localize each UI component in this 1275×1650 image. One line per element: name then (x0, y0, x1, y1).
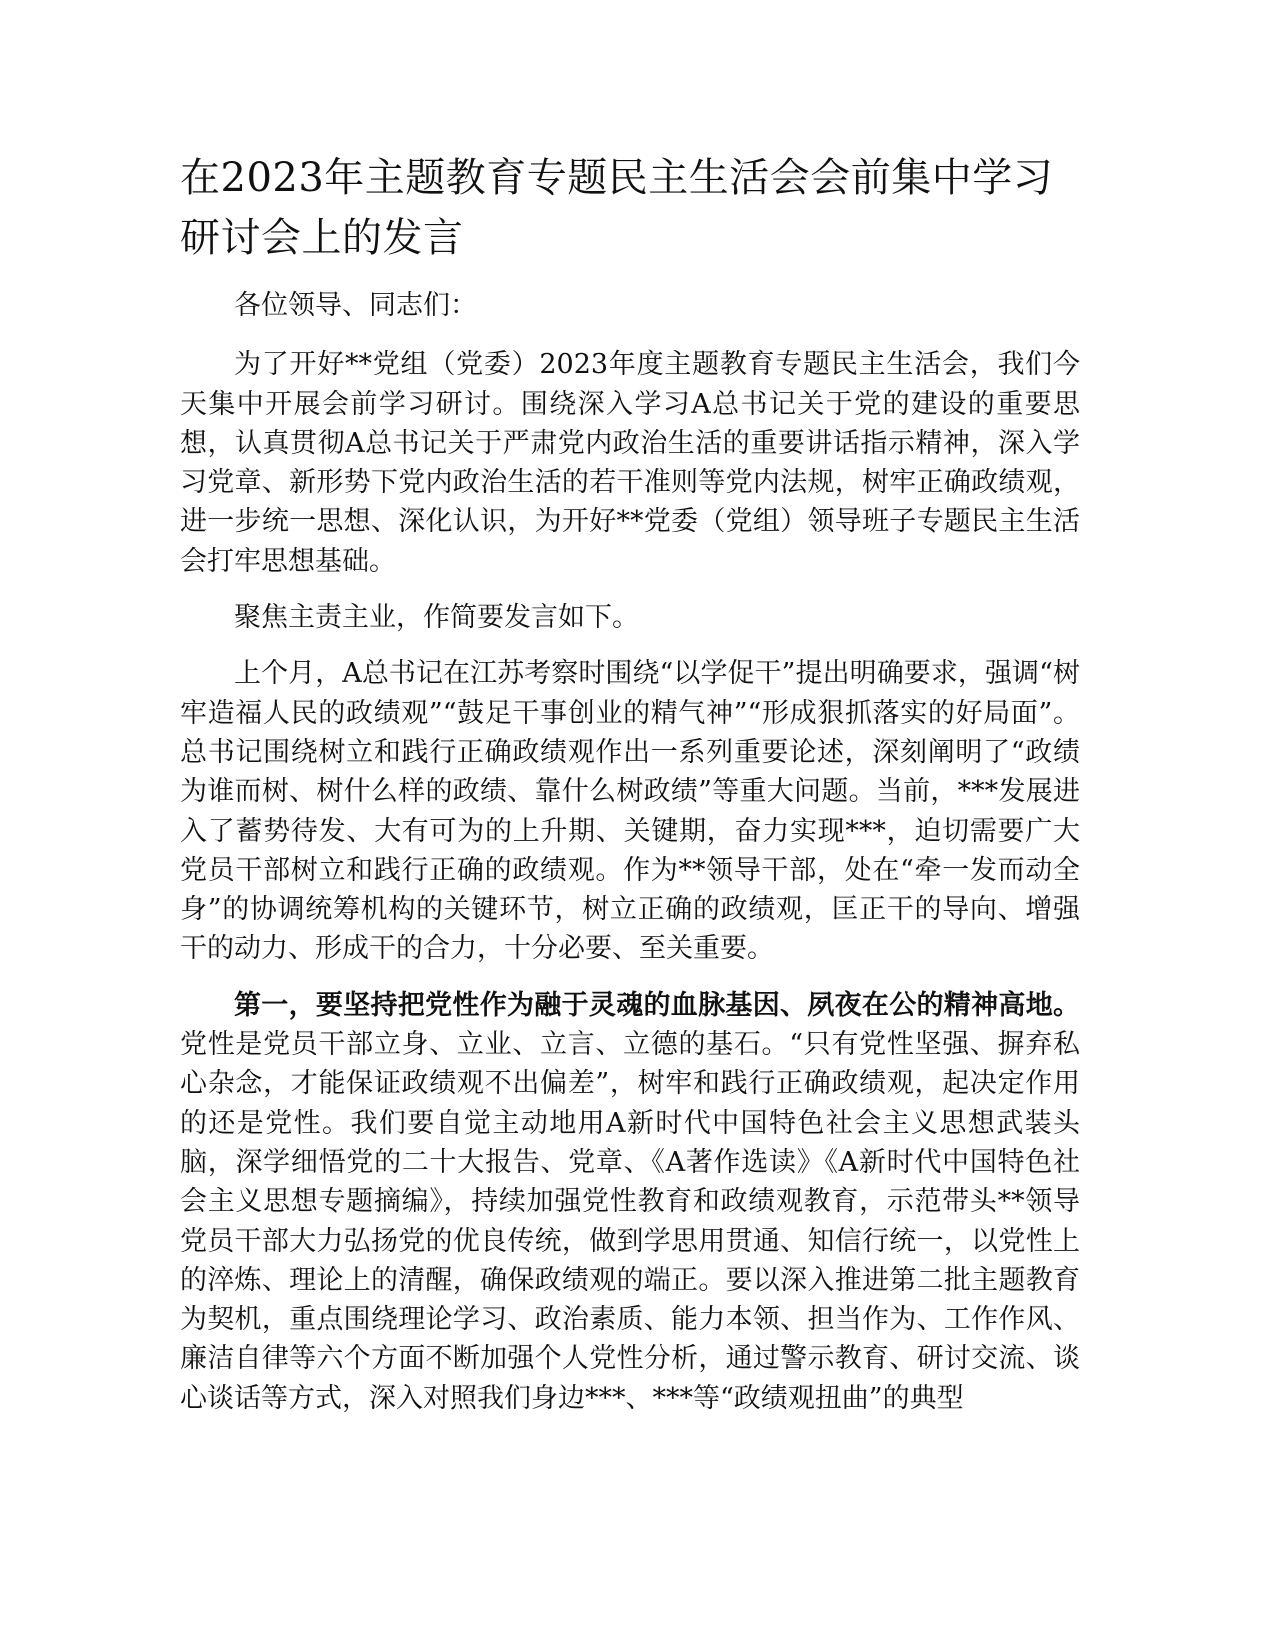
section-one-body: 党性是党员干部立身、立业、立言、立德的基石。“只有党性坚强、摒弃私心杂念，才能保证政绩观不出偏差”，树牢和践行正确政绩观，起决定作用的还是党性。我们要自觉主动地用A新时代中国特色社会主义思想武装头脑，深学细悟党的二十大报告、党章、《A著作选读》《A新时代中国特色社会主义思想专题摘编》，持续加强党性教育和政绩观教育，示范带头**领导党员干部大力弘扬党的优良传统，做到学思用贯通、知信行统一，以党性上的淬炼、理论上的清醒，确保政绩观的端正。要以深入推进第二批主题教育为契机，重点围绕理论学习、政治素质、能力本领、担当作为、工作作风、廉洁自律等六个方面不断加强个人党性分析，通过警示教育、研讨交流、谈心谈话等方式，深入对照我们身边***、***等“政绩观扭曲”的典型 (180, 1029, 1080, 1414)
paragraph-section-one (180, 986, 1080, 1418)
paragraph-focus: 聚焦主责主业，作简要发言如下。 (234, 602, 639, 634)
paragraph-context: 上个月，A总书记在江苏考察时围绕“以学促干”提出明确要求，强调“树牢造福人民的政绩观”“鼓足干事创业的精气神”“形成狠抓落实的好局面”。总书记围绕树立和践行正确政绩观作出一系列重要论述，深刻阐明了“政绩为谁而树、树什么样的政绩、靠什么树政绩”等重大问题。当前，***发展进入了蓄势待发、大有可为的上升期、关键期，奋力实现***，迫切需要广大党员干部树立和践行正确的政绩观。作为**领导干部，处在“牵一发而动全身”的协调统筹机构的关键环节，树立正确的政绩观，匡正干的导向、增强干的动力、形成干的合力，十分必要、至关重要。 (180, 658, 1080, 965)
paragraph-intro: 为了开好**党组（党委）2023年度主题教育专题民主生活会，我们今天集中开展会前学习研讨。围绕深入学习A总书记关于党的建设的重要思想，认真贯彻A总书记关于严肃党内政治生活的重要讲话指示精神，深入学习党章、新形势下党内政治生活的若干准则等党内法规，树牢正确政绩观，进一步统一思想、深化认识，为开好**党委（党组）领导班子专题民主生活会打牢思想基础。 (180, 349, 1080, 577)
salutation: 各位领导、同志们： (234, 290, 477, 321)
document-title: 在2023年主题教育专题民主生活会会前集中学习研讨会上的发言 (180, 155, 1054, 261)
document-page (180, 148, 1080, 1435)
section-one-heading: 第一，要坚持把党性作为融于灵魂的血脉基因、夙夜在公的精神高地。 (234, 989, 1080, 1021)
